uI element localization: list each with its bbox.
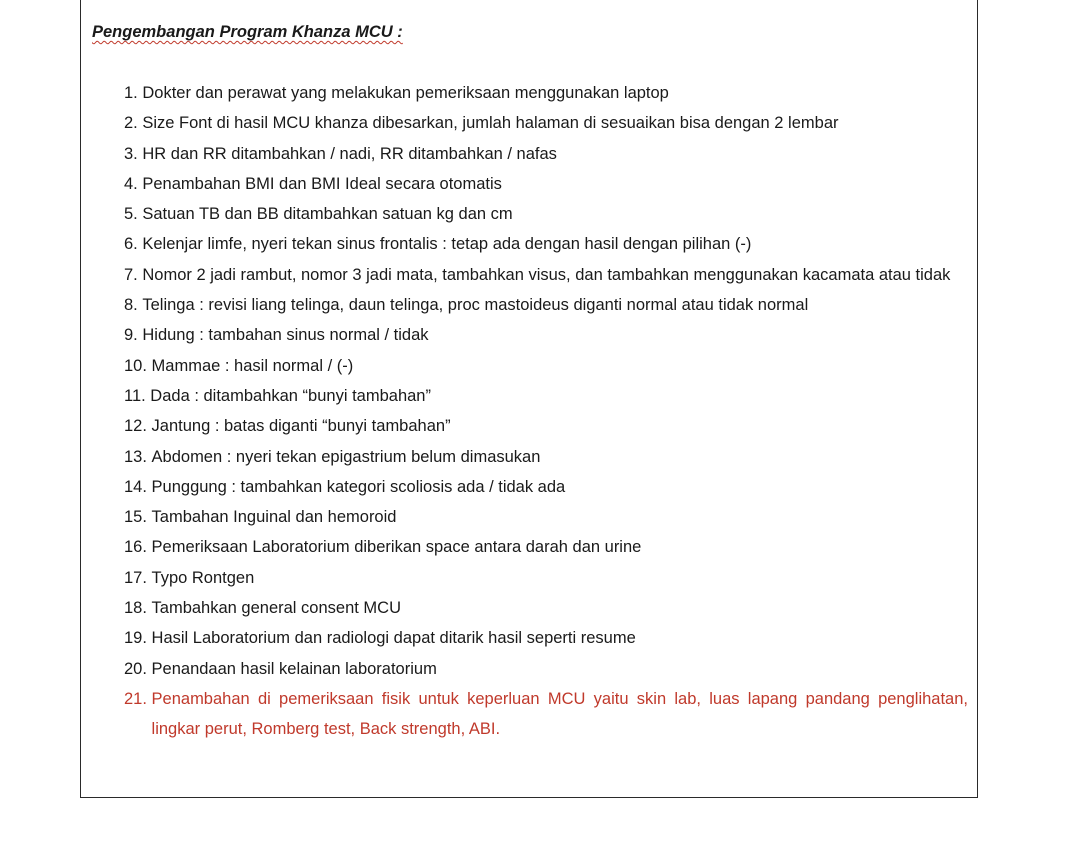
item-text: Hasil Laboratorium dan radiologi dapat ditarik hasil seperti resume — [151, 629, 636, 648]
item-text: Punggung : tambahkan kategori scoliosis ada / tidak ada — [151, 477, 566, 496]
list-item — [124, 229, 970, 259]
item-text: Tambahan Inguinal dan hemoroid — [151, 508, 397, 527]
list-item — [124, 502, 970, 532]
item-number: 21. — [124, 689, 152, 708]
list-item — [124, 623, 970, 653]
item-number: 17. — [124, 568, 152, 587]
item-number: 15. — [124, 508, 152, 527]
list-item — [124, 442, 970, 472]
item-number: 13. — [124, 447, 152, 466]
item-text: Telinga : revisi liang telinga, daun telinga, proc mastoideus diganti normal atau tidak normal — [142, 296, 809, 315]
item-text: Tambahkan general consent MCU — [151, 599, 401, 618]
item-text: Dokter dan perawat yang melakukan pemeriksaan menggunakan laptop — [142, 84, 669, 102]
item-number: 2. — [124, 114, 143, 133]
requirements-list — [124, 78, 970, 745]
item-number: 14. — [124, 477, 152, 496]
list-item — [124, 260, 970, 290]
item-text: Hidung : tambahan sinus normal / tidak — [142, 326, 429, 345]
item-text: Kelenjar limfe, nyeri tekan sinus frontalis : tetap ada dengan hasil dengan pilihan (-) — [142, 235, 752, 254]
item-number: 11. — [124, 386, 151, 405]
item-number: 9. — [124, 326, 143, 345]
list-item-highlighted — [124, 684, 970, 745]
item-number: 12. — [124, 417, 152, 436]
list-item — [124, 108, 970, 138]
list-item — [124, 199, 970, 229]
item-text: HR dan RR ditambahkan / nadi, RR ditambahkan / nafas — [142, 144, 557, 163]
item-number: 7. — [124, 265, 143, 284]
item-number: 20. — [124, 659, 152, 678]
item-text: Jantung : batas diganti “bunyi tambahan” — [151, 417, 451, 436]
item-text: Penambahan di pemeriksaan fisik untuk keperluan MCU yaitu skin lab, luas lapang pandang penglihatan, lingkar perut, Romberg test, Back strength, ABI. — [151, 689, 968, 739]
list-item — [124, 139, 970, 169]
list-item — [124, 169, 970, 199]
list-item — [124, 472, 970, 502]
item-number: 3. — [124, 144, 143, 163]
item-text: Penandaan hasil kelainan laboratorium — [151, 659, 437, 678]
list-item — [124, 593, 970, 623]
item-text: Satuan TB dan BB ditambahkan satuan kg dan cm — [142, 205, 513, 224]
list-item — [124, 78, 970, 108]
item-number: 8. — [124, 296, 143, 315]
item-number: 1. — [124, 84, 143, 102]
list-item — [124, 381, 970, 411]
list-item — [124, 532, 970, 562]
item-number: 18. — [124, 599, 152, 618]
item-number: 5. — [124, 205, 143, 224]
item-number: 19. — [124, 629, 152, 648]
item-text: Typo Rontgen — [151, 568, 255, 587]
list-item — [124, 290, 970, 320]
document-title: Pengembangan Program Khanza MCU : — [92, 23, 403, 41]
list-item — [124, 563, 970, 593]
item-text: Penambahan BMI dan BMI Ideal secara otomatis — [142, 174, 502, 193]
item-number: 16. — [124, 538, 152, 557]
item-text: Size Font di hasil MCU khanza dibesarkan, jumlah halaman di sesuaikan bisa dengan 2 lembar — [142, 114, 839, 133]
item-number: 10. — [124, 356, 152, 375]
list-item — [124, 351, 970, 381]
list-item — [124, 320, 970, 350]
item-text: Nomor 2 jadi rambut, nomor 3 jadi mata, tambahkan visus, dan tambahkan menggunakan kacamata atau tidak — [142, 265, 951, 284]
item-text: Mammae : hasil normal / (-) — [151, 356, 354, 375]
item-number: 4. — [124, 174, 143, 193]
item-text: Dada : ditambahkan “bunyi tambahan” — [150, 386, 431, 405]
list-item — [124, 654, 970, 684]
item-text: Abdomen : nyeri tekan epigastrium belum dimasukan — [151, 447, 541, 466]
list-item — [124, 411, 970, 441]
item-text: Pemeriksaan Laboratorium diberikan space antara darah dan urine — [151, 538, 642, 557]
item-number: 6. — [124, 235, 143, 254]
